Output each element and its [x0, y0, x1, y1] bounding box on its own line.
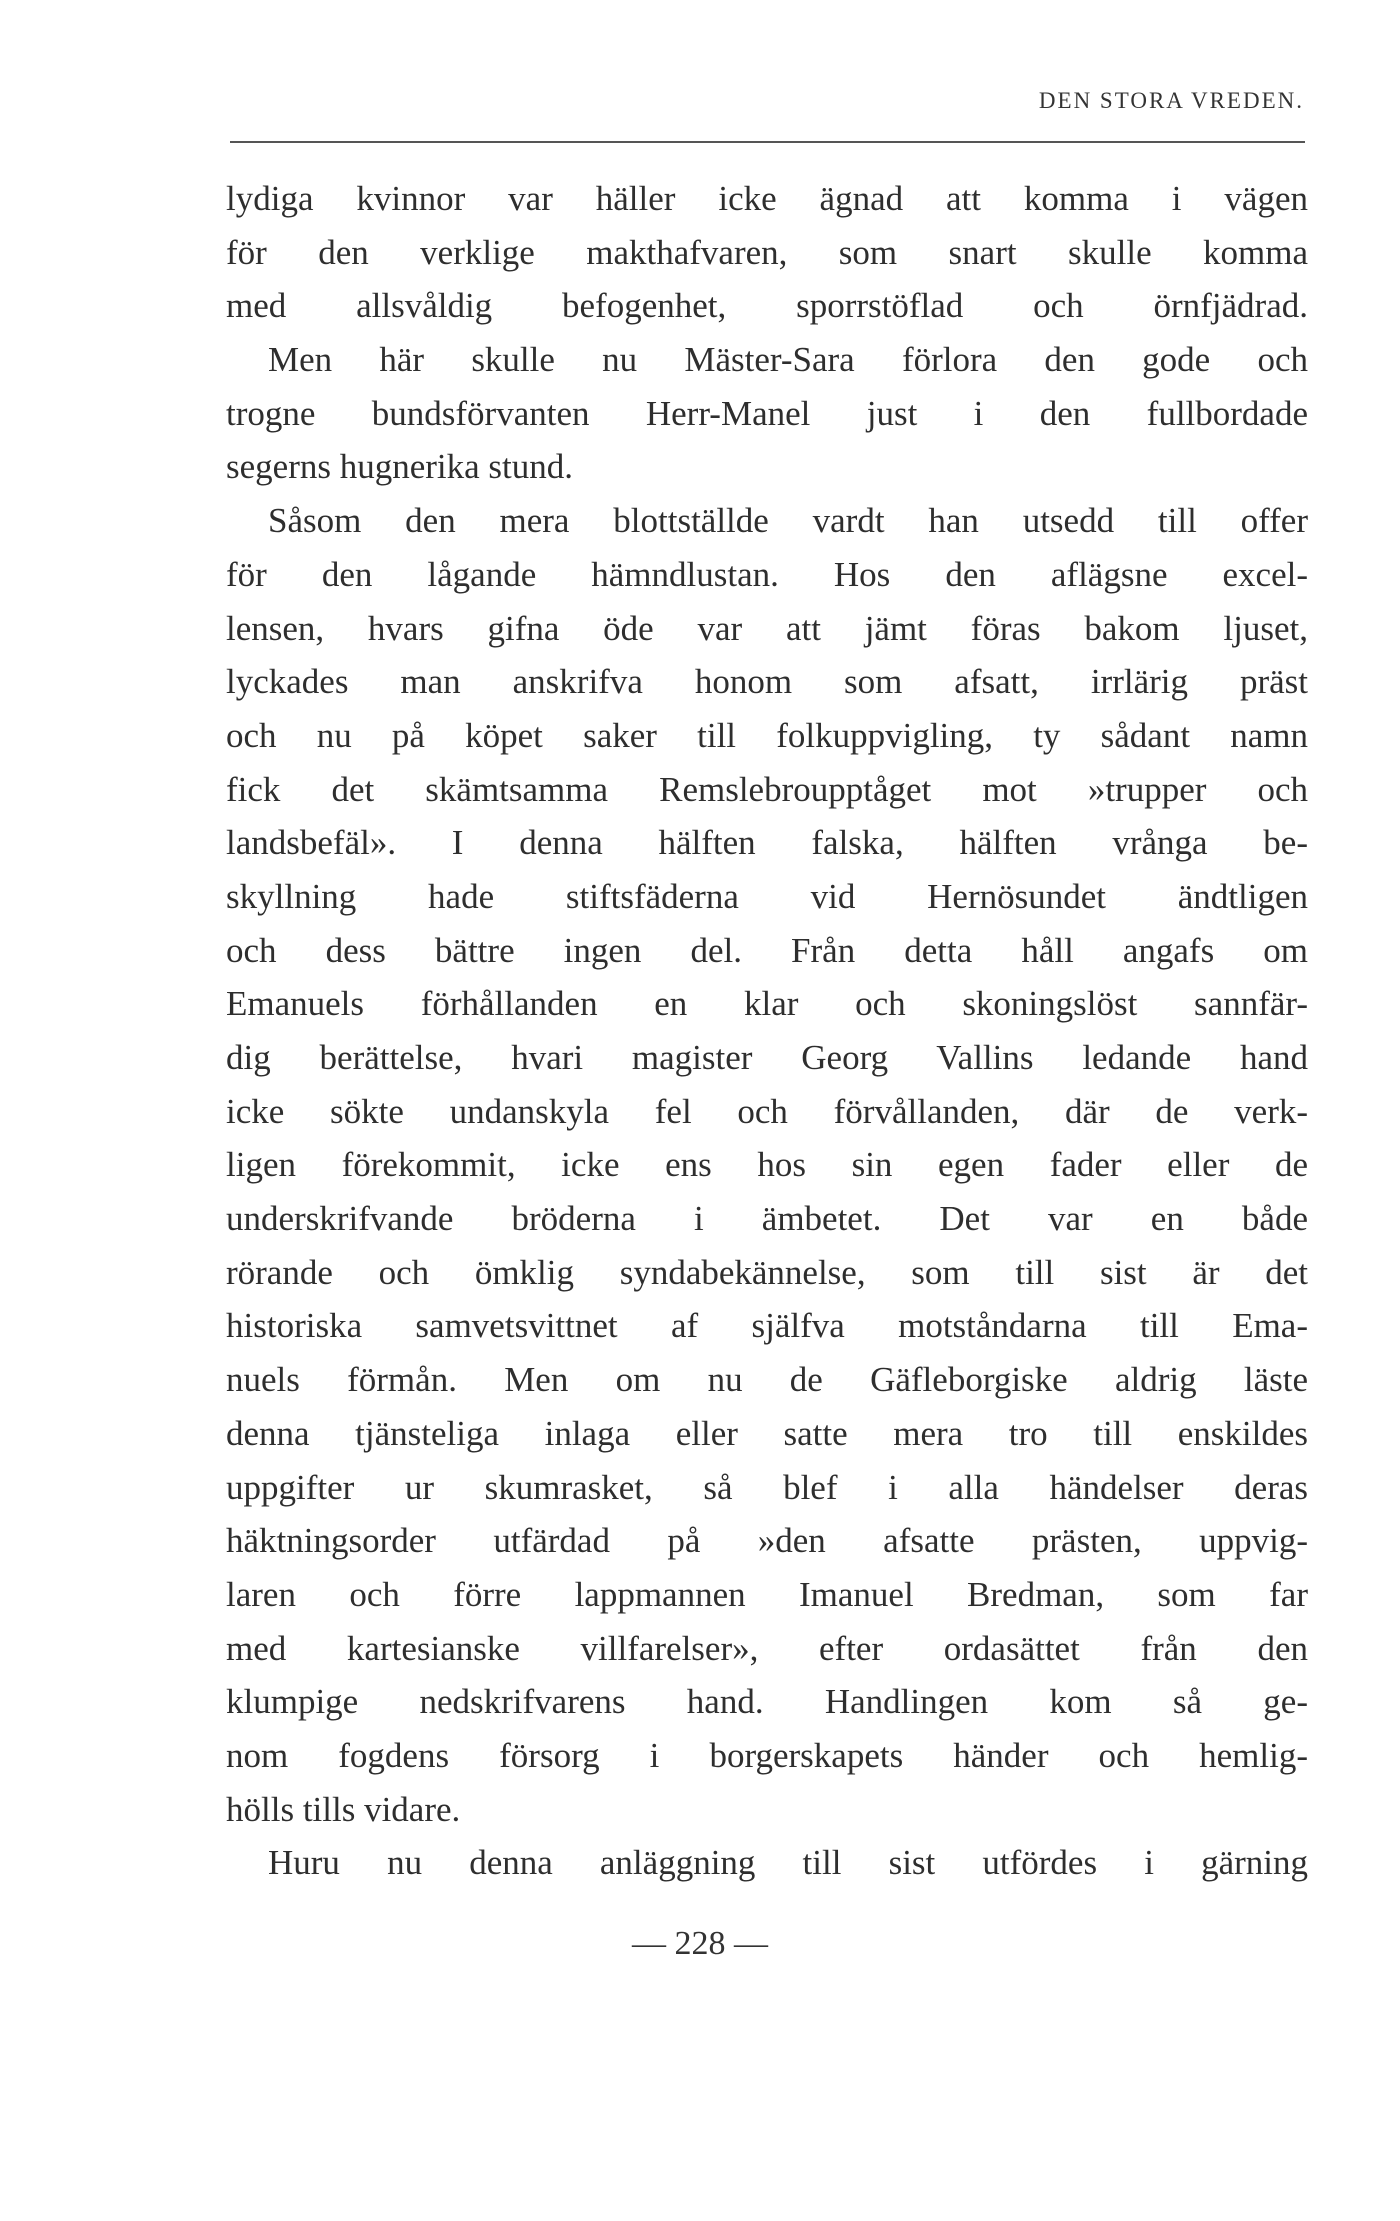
- body-text: [226, 172, 1308, 1890]
- page-number-text: — 228 —: [632, 1925, 768, 1962]
- text-line: landsbefäl». I denna hälften falska, hälften vrånga be-: [226, 823, 1308, 863]
- text-line: Emanuels förhållanden en klar och skoningslöst sannfär-: [226, 984, 1308, 1024]
- text-line: lydiga kvinnor var häller icke ägnad att komma i vägen: [226, 179, 1308, 218]
- running-title: DEN STORA VREDEN.: [1038, 88, 1304, 113]
- text-line: historiska samvetsvittnet af själfva motståndarna till Ema-: [226, 1306, 1308, 1346]
- text-line: ligen förekommit, icke ens hos sin egen fader eller de: [226, 1145, 1308, 1185]
- text-line: segerns hugnerika stund.: [226, 447, 574, 487]
- text-line: lensen, hvars gifna öde var att jämt föras bakom ljuset,: [226, 608, 1308, 648]
- text-line: Huru nu denna anläggning till sist utfördes i gärning: [268, 1843, 1308, 1883]
- text-line: underskrifvande bröderna i ämbetet. Det var en både: [226, 1199, 1308, 1239]
- text-line: med kartesianske villfarelser», efter ordasättet från den: [226, 1628, 1308, 1668]
- text-line: skyllning hade stiftsfäderna vid Hernösundet ändtligen: [226, 876, 1308, 916]
- text-line: och dess bättre ingen del. Från detta håll angafs om: [226, 930, 1308, 970]
- text-line: häktningsorder utfärdad på »den afsatte prästen, uppvig-: [226, 1521, 1308, 1561]
- page-number: [0, 1925, 1400, 1963]
- text-line: för den lågande hämndlustan. Hos den aflägsne excel-: [226, 554, 1308, 594]
- text-line: fick det skämtsamma Remslebroupptåget mot »trupper och: [226, 769, 1308, 809]
- text-line: trogne bundsförvanten Herr-Manel just i den fullbordade: [226, 393, 1308, 433]
- text-line: Men här skulle nu Mäster-Sara förlora den gode och: [268, 340, 1308, 380]
- text-line: hölls tills vidare.: [226, 1789, 461, 1829]
- text-line: icke sökte undanskyla fel och förvållanden, där de verk-: [226, 1091, 1308, 1131]
- running-header: [230, 88, 1305, 114]
- text-line: klumpige nedskrifvarens hand. Handlingen kom så ge-: [226, 1682, 1308, 1722]
- text-line: nuels förmån. Men om nu de Gäfleborgiske aldrig läste: [226, 1360, 1308, 1400]
- text-line: med allsvåldig befogenhet, sporrstöflad och örnfjädrad.: [226, 286, 1308, 326]
- text-line: lyckades man anskrifva honom som afsatt, irrlärig präst: [226, 662, 1308, 702]
- text-line: rörande och ömklig syndabekännelse, som till sist är det: [226, 1252, 1308, 1292]
- text-line: och nu på köpet saker till folkuppvigling, ty sådant namn: [226, 715, 1308, 755]
- text-line: dig berättelse, hvari magister Georg Vallins ledande hand: [226, 1038, 1308, 1077]
- text-line: nom fogdens försorg i borgerskapets händer och hemlig-: [226, 1735, 1308, 1775]
- text-line: för den verklige makthafvaren, som snart skulle komma: [226, 232, 1308, 272]
- text-line: denna tjänsteliga inlaga eller satte mera tro till enskildes: [226, 1413, 1308, 1453]
- header-rule: [230, 141, 1305, 143]
- text-line: laren och förre lappmannen Imanuel Bredman, som far: [226, 1574, 1308, 1614]
- text-line: uppgifter ur skumrasket, så blef i alla händelser deras: [226, 1467, 1308, 1507]
- text-line: Såsom den mera blottställde vardt han utsedd till offer: [268, 501, 1308, 541]
